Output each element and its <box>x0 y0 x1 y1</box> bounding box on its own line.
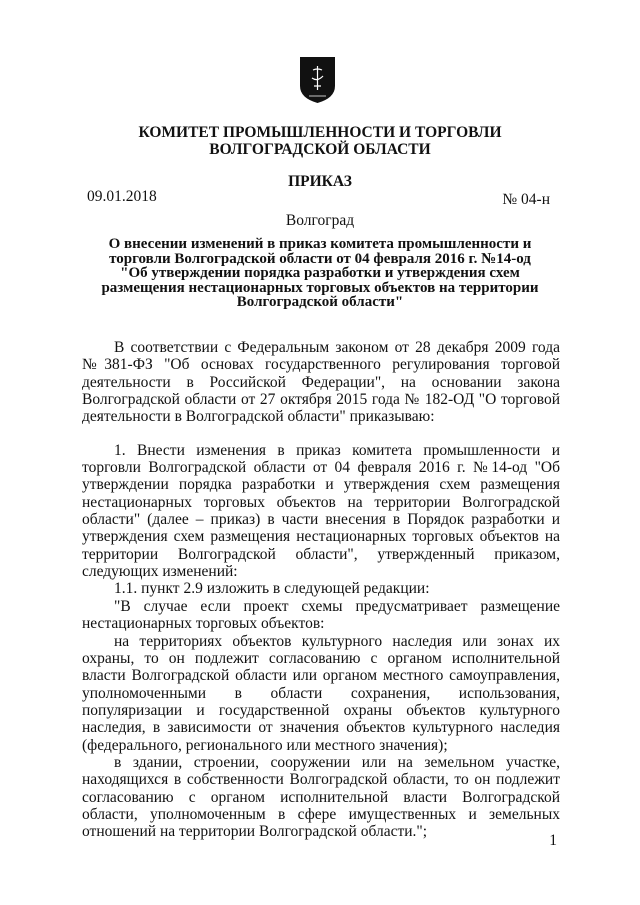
subject-line: О внесении изменений в приказ комитета промышленности и <box>108 236 532 252</box>
organization-name-line2: ВОЛГОГРАДСКОЙ ОБЛАСТИ <box>209 141 431 158</box>
quote-regional-property-paragraph: в здании, строении, сооружении или на земельном участке, находящихся в собственности Волгоградской области, то он подлежит согласованию с органом исполнительной власти Волгоградской области, уполномоченным в сфере имущественных и земельных отношений на территории Волгоградской области."; <box>82 753 560 841</box>
preamble-paragraph: В соответствии с Федеральным законом от 28 декабря 2009 года №381-ФЗ "Об основах государственного регулирования торговой деятельности в Российской Федерации", на основании закона Волгоградской области от 27 октября 2015 года № 182-ОД "О торговой деятельности в Волгоградской области" приказываю: <box>82 339 560 426</box>
coat-of-arms-icon <box>299 56 336 104</box>
item-1-1-paragraph: 1.1. пункт 2.9 изложить в следующей редакции: <box>114 580 430 598</box>
document-city: Волгоград <box>285 212 355 229</box>
organization-name-line1: КОМИТЕТ ПРОМЫШЛЕННОСТИ И ТОРГОВЛИ <box>138 124 502 141</box>
quote-intro-paragraph: "В случае если проект схемы предусматривает размещение нестационарных торговых объектов: <box>82 597 560 633</box>
subject-line: Волгоградской области" <box>236 294 404 311</box>
document-date: 09.01.2018 <box>87 188 157 205</box>
subject-line: размещения нестационарных торговых объектов на территории <box>101 279 539 296</box>
document-body <box>82 339 560 841</box>
document-type: ПРИКАЗ <box>288 173 352 190</box>
item-1-paragraph: 1. Внести изменения в приказ комитета промышленности и торговли Волгоградской области от 04 февраля 2016 г. №14-од "Об утверждении порядка разработки и утверждения схем размещения нестационарных торговых объектов на территории Волгоградской области" (далее – приказ) в части внесения в Порядок разработки и утверждения схем размещения нестационарных торговых объектов на территории Волгоградской области", утвержденный приказом, следующих изменений: <box>82 441 560 581</box>
organization-name <box>0 124 640 158</box>
quote-cultural-heritage-paragraph: на территориях объектов культурного наследия или зонах их охраны, то он подлежит согласованию с органом исполнительной власти Волгоградской области или органом местного самоуправления, уполномоченными в области сохранения, использования, популяризации и государственной охраны объектов культурного наследия, в зависимости от значения объектов культурного наследия (федерального, регионального или местного значения); <box>82 632 560 754</box>
subject-line: "Об утверждении порядка разработки и утверждения схем <box>120 265 520 282</box>
subject-line: торговли Волгоградской области от 04 февраля 2016 г. №14-од <box>109 250 531 267</box>
page-number: 1 <box>549 832 557 849</box>
document-subject <box>100 237 540 310</box>
document-number: № 04-н <box>502 191 550 208</box>
